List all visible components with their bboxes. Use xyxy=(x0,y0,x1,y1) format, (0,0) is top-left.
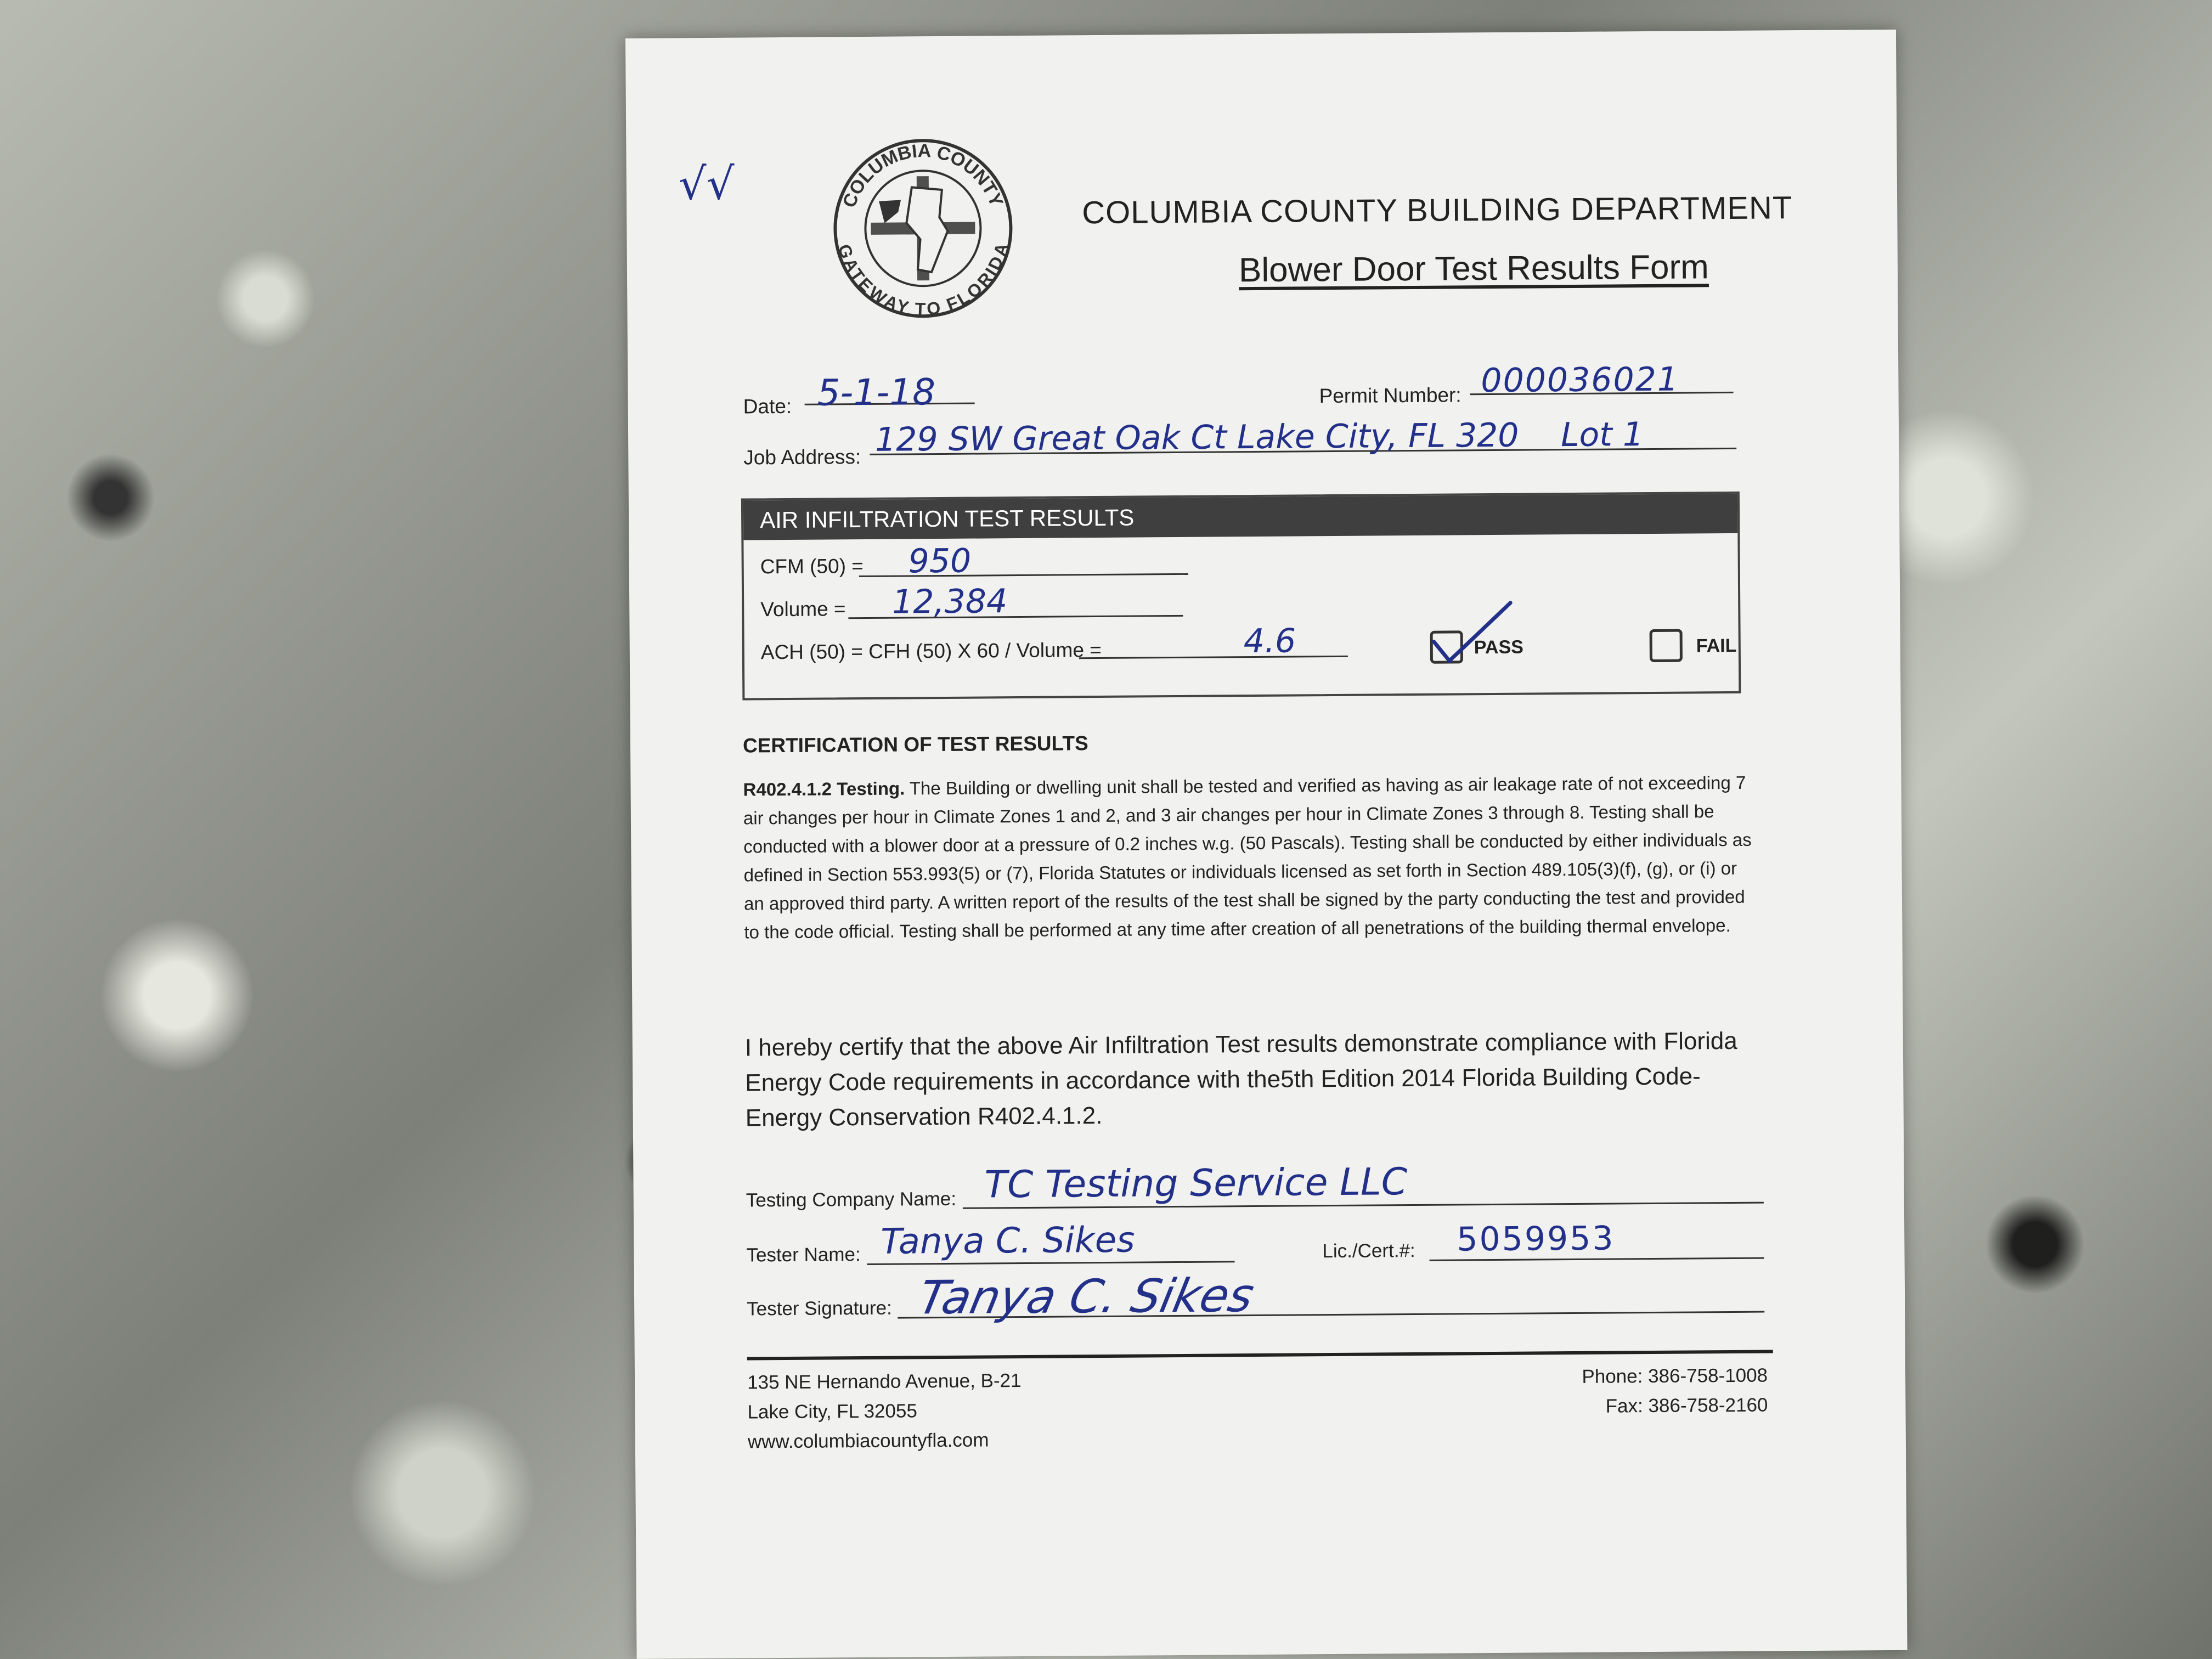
cfm-label: CFM (50) = xyxy=(760,554,864,578)
footer-contact xyxy=(1581,1361,1768,1421)
job-lot-field[interactable]: Lot 1 xyxy=(1560,415,1644,455)
date-field[interactable]: 5-1-18 xyxy=(817,371,936,414)
certification-statement: I hereby certify that the above Air Infiltration Test results demonstrate compliance with Florida Energy Code requirements in accordance with the5th Edition 2014 Florida Building Code-Energy Conservation R402.4.1.2. xyxy=(744,1027,1737,1132)
certification-heading: CERTIFICATION OF TEST RESULTS xyxy=(742,732,1088,757)
footer-website-link[interactable]: www.columbiacountyfla.com xyxy=(747,1429,989,1453)
footer-phone: Phone: 386-758-1008 xyxy=(1582,1364,1768,1387)
footer-address-line-2: Lake City, FL 32055 xyxy=(747,1400,917,1423)
license-number-field[interactable]: 5059953 xyxy=(1457,1219,1615,1259)
job-address-label: Job Address: xyxy=(743,445,861,469)
date-label: Date: xyxy=(743,394,792,418)
testing-company-label: Testing Company Name: xyxy=(746,1188,957,1211)
cfm-field[interactable]: 950 xyxy=(908,541,972,581)
seal-bottom-text: GATEWAY TO FLORIDA xyxy=(834,241,1012,319)
volume-field[interactable]: 12,384 xyxy=(891,582,1008,622)
permit-label: Permit Number: xyxy=(1319,383,1462,408)
license-label: Lic./Cert.#: xyxy=(1322,1240,1415,1262)
department-heading: COLUMBIA COUNTY BUILDING DEPARTMENT xyxy=(1082,190,1793,231)
fail-checkbox[interactable] xyxy=(1650,629,1683,662)
certification-body: The Building or dwelling unit shall be tested and verified as having as air leakage rate of not exceeding 7 air changes per hour in Climate Zones 1 and 2, and 3 air changes per hour in Climate Zones 3 through 8. Testing shall be conducted with a blower door at a pressure of 0.2 inches w.g. (50 Pascals). Testing shall be conducted by either individuals as defined in Section 553.993(5) or (7), Florida Statutes or individuals licensed as set forth in Section 489.105(3)(f), (g), or (i) or an approved third party. A written report of the results of the test shall be signed by the party conducting the test and provided to the code official. Testing shall be performed at any time after creation of all penetrations of the building thermal envelope. xyxy=(743,772,1752,943)
form-title: Blower Door Test Results Form xyxy=(1238,248,1709,290)
code-reference: R402.4.1.2 Testing. xyxy=(743,778,905,800)
footer-fax: Fax: 386-758-2160 xyxy=(1605,1394,1768,1417)
footer-address-line-1: 135 NE Hernando Avenue, B-21 xyxy=(747,1370,1022,1393)
pass-label: PASS xyxy=(1474,636,1523,658)
seal-top-text: COLUMBIA COUNTY xyxy=(838,140,1007,211)
form-sheet xyxy=(625,30,1908,1659)
tester-signature-field[interactable]: Tanya C. Sikes xyxy=(913,1268,1259,1325)
permit-number-field[interactable]: 000036021 xyxy=(1481,360,1680,400)
ach-label: ACH (50) = CFH (50) X 60 / Volume = xyxy=(760,638,1102,664)
tester-name-label: Tester Name: xyxy=(746,1244,861,1266)
certification-paragraph xyxy=(743,769,1753,947)
job-address-field[interactable]: 129 SW Great Oak Ct Lake City, FL 320 xyxy=(874,416,1519,459)
air-infiltration-header: AIR INFILTRATION TEST RESULTS xyxy=(743,494,1737,540)
air-infiltration-box xyxy=(741,492,1741,701)
fail-label: FAIL xyxy=(1696,635,1737,657)
testing-company-field[interactable]: TC Testing Service LLC xyxy=(984,1160,1408,1207)
footer-divider xyxy=(747,1350,1773,1360)
tester-name-field[interactable]: Tanya C. Sikes xyxy=(881,1220,1135,1262)
tester-signature-label: Tester Signature: xyxy=(747,1297,892,1320)
pass-checkbox[interactable] xyxy=(1430,630,1463,663)
margin-check-mark: √√ xyxy=(678,158,735,210)
county-seal-icon xyxy=(829,134,1017,322)
volume-label: Volume = xyxy=(760,597,846,621)
ach-field[interactable]: 4.6 xyxy=(1243,622,1296,661)
footer-address xyxy=(747,1366,1022,1457)
